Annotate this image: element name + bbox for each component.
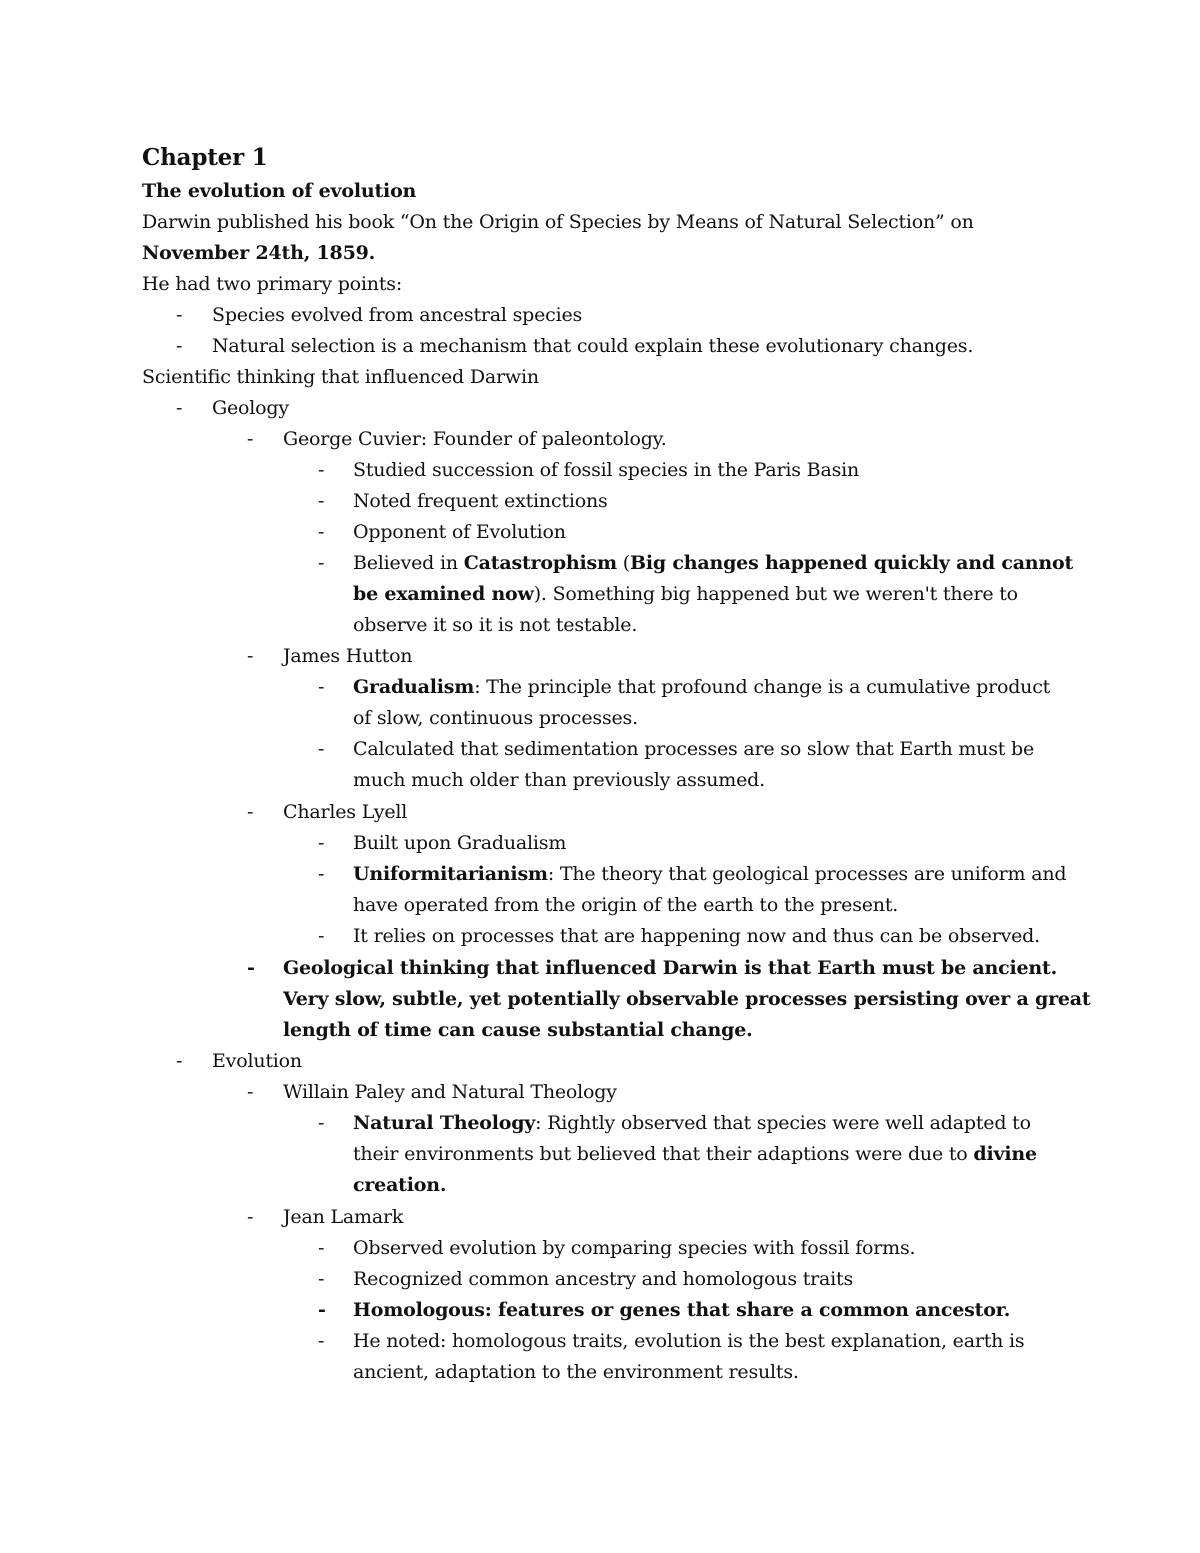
list-item-lyell-2 bbox=[142, 859, 1102, 890]
list-item-lamark-4 bbox=[142, 1326, 1102, 1357]
bullet-dash: - bbox=[318, 521, 325, 543]
uniformitarianism-term: Uniformitarianism bbox=[353, 863, 548, 885]
hutton-2-continuation: much much older than previously assumed. bbox=[353, 769, 765, 791]
list-item-cuvier-3 bbox=[142, 517, 1102, 548]
list-item-evolution bbox=[142, 1046, 1102, 1077]
evolution-text: Evolution bbox=[212, 1050, 302, 1072]
list-item-cuvier-4 bbox=[142, 548, 1102, 579]
bullet-dash: - bbox=[176, 397, 183, 419]
bullet-dash: - bbox=[318, 1268, 325, 1290]
lamark-text: Jean Lamark bbox=[283, 1206, 404, 1228]
catastrophism-term: Catastrophism bbox=[463, 552, 617, 574]
bullet-dash: - bbox=[318, 738, 325, 760]
gradualism-term: Gradualism bbox=[353, 676, 475, 698]
list-item-lamark bbox=[142, 1202, 1102, 1233]
geology-text: Geology bbox=[212, 397, 289, 419]
list-item-hutton-1-cont bbox=[142, 703, 1102, 734]
list-item-point-1 bbox=[142, 300, 1102, 331]
geo-summary-2: Very slow, subtle, yet potentially observable processes persisting over a great bbox=[283, 988, 1091, 1010]
bullet-dash: - bbox=[318, 1112, 325, 1134]
bullet-dash: - bbox=[247, 428, 254, 450]
lyell-text: Charles Lyell bbox=[283, 801, 408, 823]
text-run: ). Something big happened but we weren't there to bbox=[533, 583, 1018, 605]
list-item-lyell-2-cont bbox=[142, 890, 1102, 921]
cuvier-4-text bbox=[353, 548, 1073, 579]
list-item-hutton-2 bbox=[142, 734, 1102, 765]
natural-theology-term: Natural Theology bbox=[353, 1112, 536, 1134]
bullet-dash: - bbox=[318, 1237, 325, 1259]
bullet-dash: - bbox=[318, 552, 325, 574]
bullet-dash: - bbox=[318, 676, 325, 698]
bullet-dash: - bbox=[176, 335, 183, 357]
bullet-dash: - bbox=[247, 645, 254, 667]
points-label: He had two primary points: bbox=[142, 273, 403, 295]
cuvier-3-text: Opponent of Evolution bbox=[353, 521, 566, 543]
text-run: their environments but believed that their adaptions were due to bbox=[353, 1143, 974, 1165]
hutton-2-text: Calculated that sedimentation processes are so slow that Earth must be bbox=[353, 738, 1035, 760]
list-item-paley-1 bbox=[142, 1108, 1102, 1139]
list-item-lyell bbox=[142, 797, 1102, 828]
list-item-cuvier-4-cont bbox=[142, 579, 1102, 610]
creation-term: creation. bbox=[353, 1174, 447, 1196]
list-item-point-2 bbox=[142, 331, 1102, 362]
text-run: : The principle that profound change is a cumulative product bbox=[474, 676, 1051, 698]
list-item-cuvier-2 bbox=[142, 486, 1102, 517]
lyell-3-text: It relies on processes that are happening now and thus can be observed. bbox=[353, 925, 1040, 947]
list-item-geology bbox=[142, 393, 1102, 424]
bullet-dash: - bbox=[247, 801, 254, 823]
geo-summary-3: length of time can cause substantial change. bbox=[283, 1019, 753, 1041]
text-run: ( bbox=[616, 552, 631, 574]
point-1-text: Species evolved from ancestral species bbox=[212, 304, 583, 326]
list-item-hutton-2-cont bbox=[142, 765, 1102, 796]
paley-text: Willain Paley and Natural Theology bbox=[283, 1081, 617, 1103]
list-item-lamark-2 bbox=[142, 1264, 1102, 1295]
influence-label: Scientific thinking that influenced Darwin bbox=[142, 366, 539, 388]
list-item-geo-summary-cont bbox=[142, 984, 1102, 1015]
divine-term: divine bbox=[973, 1143, 1037, 1165]
list-item-geo-summary-cont2 bbox=[142, 1015, 1102, 1046]
paley-1-text bbox=[353, 1108, 1031, 1139]
lamark-4-text: He noted: homologous traits, evolution is the best explanation, earth is bbox=[353, 1330, 1025, 1352]
cuvier-text: George Cuvier: Founder of paleontology. bbox=[283, 428, 667, 450]
chapter-heading: Chapter 1 bbox=[142, 144, 268, 171]
list-item-paley bbox=[142, 1077, 1102, 1108]
bullet-dash: - bbox=[318, 1299, 326, 1321]
list-item-paley-1-cont bbox=[142, 1139, 1102, 1170]
list-item-lyell-1 bbox=[142, 828, 1102, 859]
hutton-1-continuation: of slow, continuous processes. bbox=[353, 707, 638, 729]
geo-summary-1: Geological thinking that influenced Darwin is that Earth must be ancient. bbox=[283, 957, 1058, 979]
bullet-dash: - bbox=[318, 490, 325, 512]
bullet-dash: - bbox=[247, 1081, 254, 1103]
list-item-geo-summary bbox=[142, 953, 1102, 984]
bullet-dash: - bbox=[318, 832, 325, 854]
list-item-hutton-1 bbox=[142, 672, 1102, 703]
intro-line-1: Darwin published his book “On the Origin of Species by Means of Natural Selection” on bbox=[142, 211, 974, 233]
bullet-dash: - bbox=[318, 863, 325, 885]
lamark-4-continuation: ancient, adaptation to the environment results. bbox=[353, 1361, 799, 1383]
list-item-hutton bbox=[142, 641, 1102, 672]
list-item-lyell-3 bbox=[142, 921, 1102, 952]
intro-date: November 24th, 1859. bbox=[142, 242, 376, 264]
paley-1-continuation bbox=[353, 1139, 1037, 1170]
list-item-lamark-4-cont bbox=[142, 1357, 1102, 1388]
bullet-dash: - bbox=[318, 459, 325, 481]
hutton-1-text bbox=[353, 672, 1050, 703]
bullet-dash: - bbox=[247, 957, 255, 979]
text-run: : The theory that geological processes are uniform and bbox=[547, 863, 1067, 885]
text-run: Believed in bbox=[353, 552, 464, 574]
lamark-1-text: Observed evolution by comparing species with fossil forms. bbox=[353, 1237, 916, 1259]
list-item-lamark-3 bbox=[142, 1295, 1102, 1326]
catastrophism-definition: Big changes happened quickly and cannot bbox=[630, 552, 1074, 574]
lyell-2-text bbox=[353, 859, 1066, 890]
cuvier-4-continuation-2: observe it so it is not testable. bbox=[353, 614, 638, 636]
section-title: The evolution of evolution bbox=[142, 180, 417, 202]
point-2-text: Natural selection is a mechanism that could explain these evolutionary changes. bbox=[212, 335, 974, 357]
cuvier-2-text: Noted frequent extinctions bbox=[353, 490, 608, 512]
hutton-text: James Hutton bbox=[283, 645, 413, 667]
catastrophism-definition-end: be examined now bbox=[353, 583, 534, 605]
bullet-dash: - bbox=[318, 1330, 325, 1352]
bullet-dash: - bbox=[318, 925, 325, 947]
text-run: : Rightly observed that species were well adapted to bbox=[535, 1112, 1031, 1134]
list-item-cuvier-4-cont2 bbox=[142, 610, 1102, 641]
list-item-cuvier-1 bbox=[142, 455, 1102, 486]
cuvier-4-continuation bbox=[353, 579, 1018, 610]
bullet-dash: - bbox=[176, 1050, 183, 1072]
bullet-dash: - bbox=[247, 1206, 254, 1228]
list-item-cuvier bbox=[142, 424, 1102, 455]
lamark-2-text: Recognized common ancestry and homologous traits bbox=[353, 1268, 854, 1290]
list-item-lamark-1 bbox=[142, 1233, 1102, 1264]
lyell-1-text: Built upon Gradualism bbox=[353, 832, 567, 854]
lyell-2-continuation: have operated from the origin of the earth to the present. bbox=[353, 894, 899, 916]
bullet-dash: - bbox=[176, 304, 183, 326]
cuvier-1-text: Studied succession of fossil species in the Paris Basin bbox=[353, 459, 860, 481]
list-item-paley-1-cont2 bbox=[142, 1170, 1102, 1201]
homologous-definition: Homologous: features or genes that share a common ancestor. bbox=[353, 1299, 1011, 1321]
